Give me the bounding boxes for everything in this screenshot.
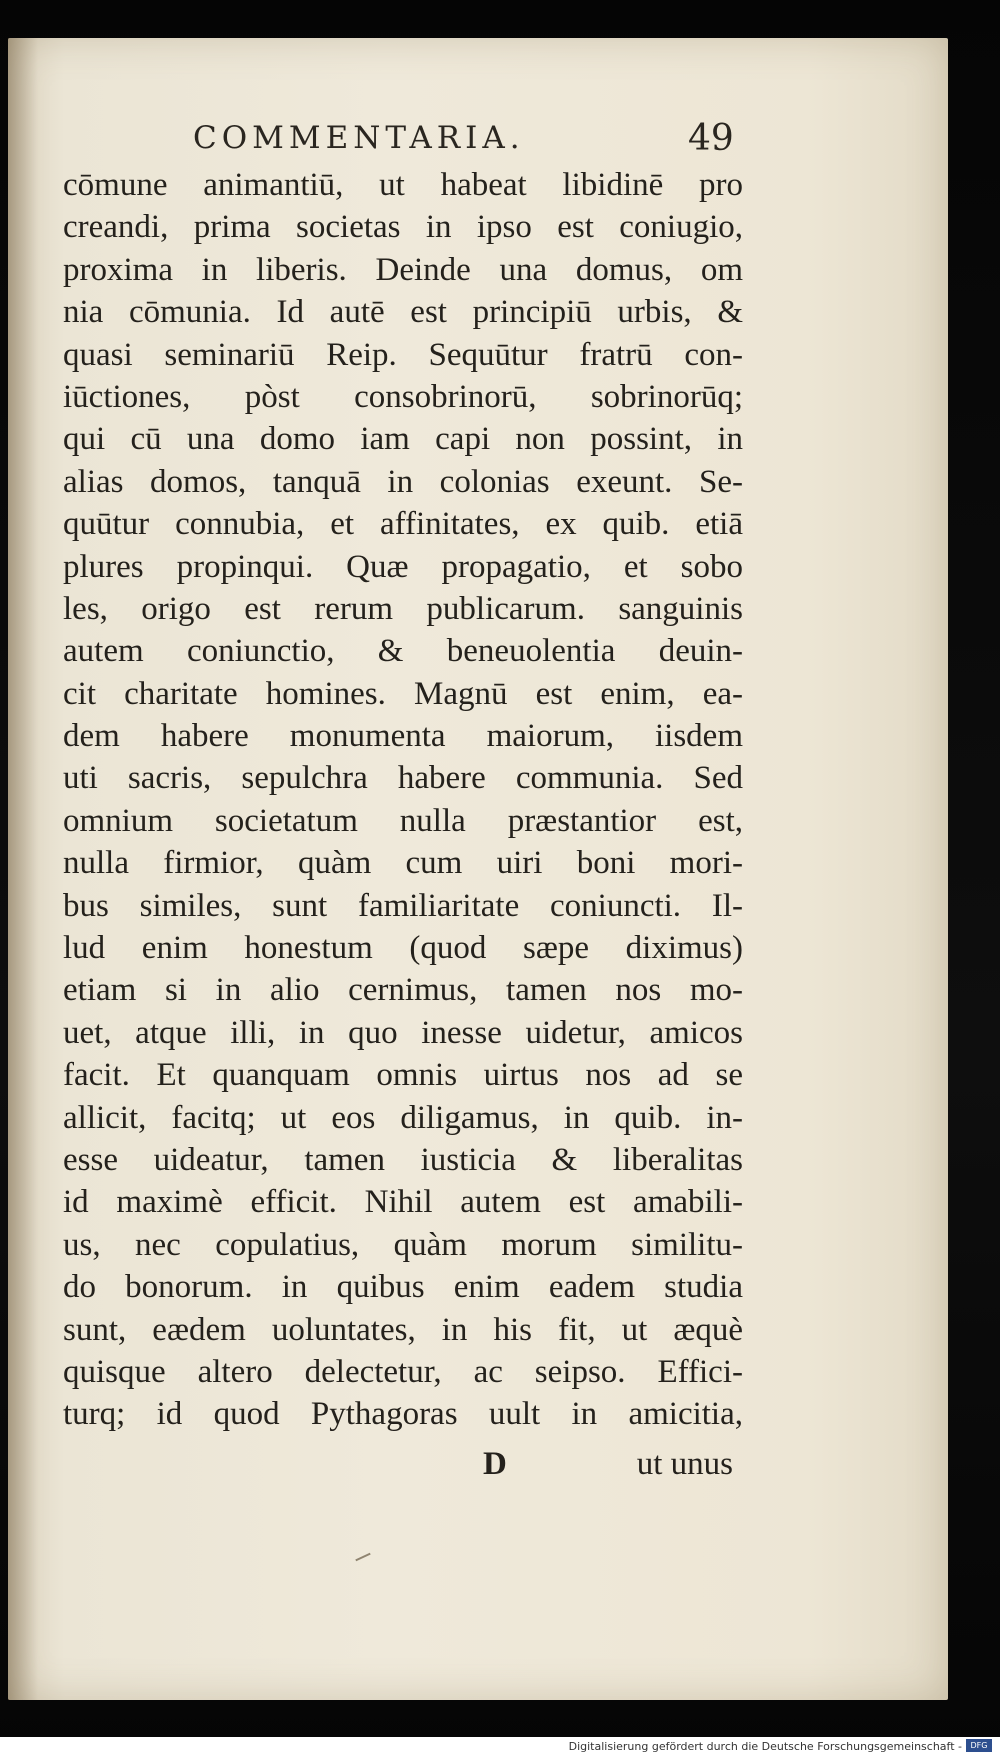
text-line: turq; id quod Pythagoras uult in amicitia, — [63, 1396, 743, 1433]
attribution-text: Digitalisierung gefördert durch die Deutsche Forschungsgemeinschaft - — [568, 1740, 962, 1753]
body-text — [63, 164, 743, 1436]
text-line: lud enim honestum (quod sæpe diximus) — [63, 930, 743, 967]
text-line: nia cōmunia. Id autē est principiū urbis, & — [63, 294, 743, 331]
text-line: qui cū una domo iam capi non possint, in — [63, 421, 743, 458]
text-line: bus similes, sunt familiaritate coniuncti. Il- — [63, 887, 743, 924]
text-line: iūctiones, pòst consobrinorū, sobrinorūq; — [63, 378, 743, 415]
dfg-logo: DFG — [966, 1739, 992, 1752]
text-line: etiam si in alio cernimus, tamen nos mo- — [63, 972, 743, 1009]
text-line: nulla firmior, quàm cum uiri boni mori- — [63, 845, 743, 882]
text-line: dem habere monumenta maiorum, iisdem — [63, 718, 743, 755]
text-line: cōmune animantiū, ut habeat libidinē pro — [63, 167, 743, 203]
text-line: esse uideatur, tamen iusticia & liberalitas — [63, 1141, 743, 1178]
page-number: 49 — [688, 118, 734, 159]
text-line: omnium societatum nulla præstantior est, — [63, 802, 743, 839]
text-line: uti sacris, sepulchra habere communia. Sed — [63, 760, 743, 797]
text-line: creandi, prima societas in ipso est coniugio, — [63, 209, 743, 246]
running-head: COMMENTARIA. — [193, 120, 525, 156]
text-line: plures propinqui. Quæ propagatio, et sobo — [63, 548, 743, 585]
text-line: alias domos, tanquā in colonias exeunt. Se- — [63, 463, 743, 500]
text-line: facit. Et quanquam omnis uirtus nos ad se — [63, 1057, 743, 1094]
text-line: quūtur connubia, et affinitates, ex quib. etiā — [63, 506, 743, 543]
text-line: autem coniunctio, & beneuolentia deuin- — [63, 633, 743, 670]
text-line: sunt, eædem uoluntates, in his fit, ut æquè — [63, 1311, 743, 1348]
text-line: allicit, facitq; ut eos diligamus, in quib. in- — [63, 1099, 743, 1136]
text-line: quasi seminariū Reip. Sequūtur fratrū con- — [63, 336, 743, 373]
text-line: us, nec copulatius, quàm morum similitu- — [63, 1226, 743, 1263]
text-line: proxima in liberis. Deinde una domus, om — [63, 251, 743, 288]
text-line: id maximè efficit. Nihil autem est amabili- — [63, 1184, 743, 1221]
catchword: ut unus — [636, 1446, 733, 1482]
text-line: do bonorum. in quibus enim eadem studia — [63, 1269, 743, 1306]
text-line: les, origo est rerum publicarum. sanguinis — [63, 590, 743, 627]
paper-blemish — [355, 1553, 370, 1562]
text-line: uet, atque illi, in quo inesse uidetur, amicos — [63, 1014, 743, 1051]
book-page — [8, 38, 948, 1700]
signature-mark: D — [483, 1446, 507, 1482]
page-footer — [483, 1446, 733, 1492]
text-line: quisque altero delectetur, ac seipso. Effici- — [63, 1353, 743, 1390]
spine-shadow — [8, 38, 38, 1700]
text-line: cit charitate homines. Magnū est enim, ea- — [63, 675, 743, 712]
